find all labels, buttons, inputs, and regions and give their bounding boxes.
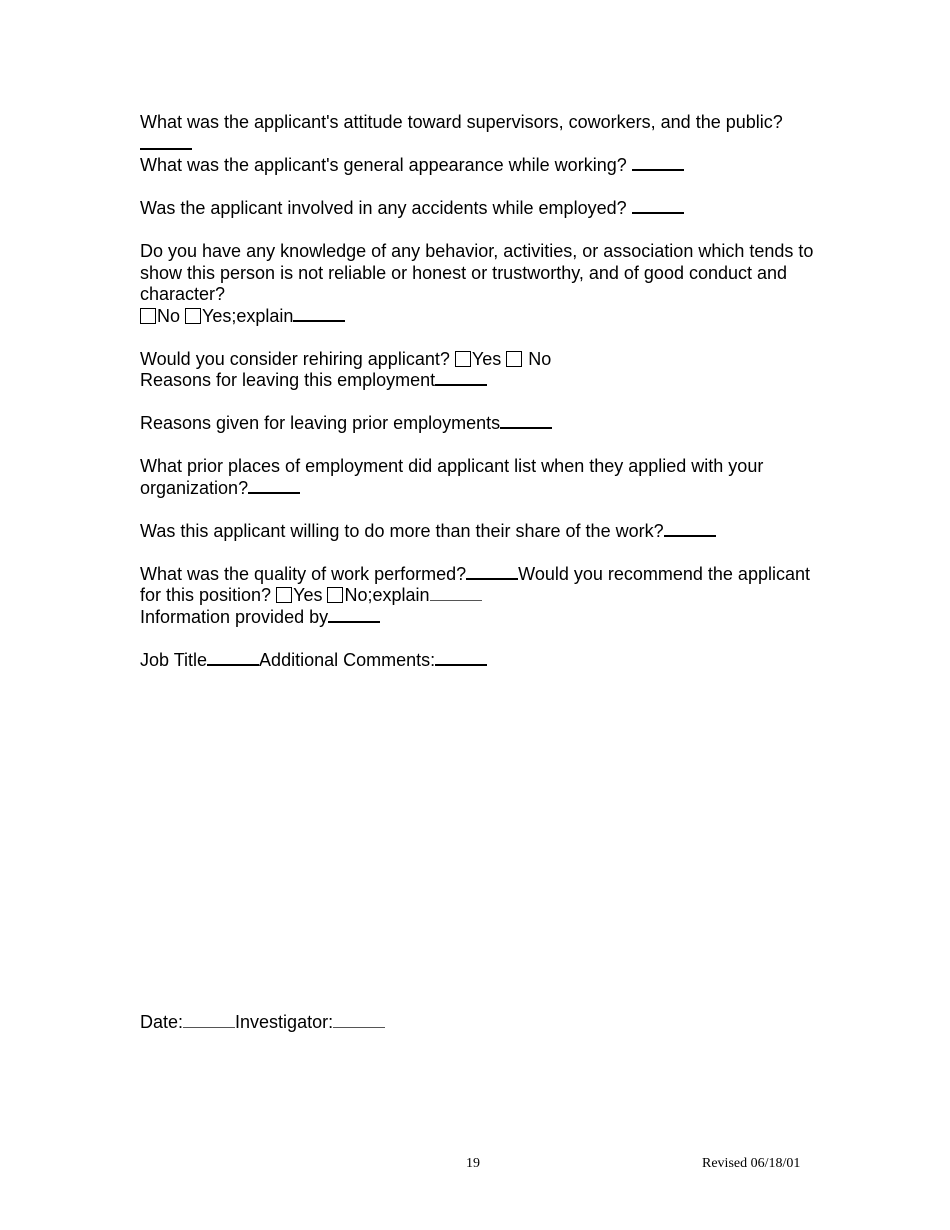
quality-label: What was the quality of work performed?	[140, 563, 467, 584]
reasons-prior-field[interactable]	[500, 413, 552, 429]
info-provided-label: Information provided by	[140, 606, 329, 627]
job-title-label: Job Title	[140, 649, 208, 670]
signature-row	[140, 1012, 385, 1034]
prior-places-label: What prior places of employment did applicant list when they applied with your organization?	[140, 456, 764, 498]
attitude-answer-field[interactable]	[140, 134, 192, 150]
rehire-label: Would you consider rehiring applicant?	[140, 348, 450, 369]
revision-date: Revised 06/18/01	[702, 1156, 801, 1171]
info-provided-field[interactable]	[328, 607, 380, 623]
reference-form	[140, 112, 820, 693]
reasons-leaving-label: Reasons for leaving this employment	[140, 370, 436, 390]
knowledge-question	[140, 241, 820, 327]
attitude-question	[140, 112, 820, 177]
reasons-prior-question	[140, 413, 820, 435]
accidents-question	[140, 198, 820, 220]
reasons-leaving-field[interactable]	[435, 370, 487, 386]
accidents-answer-field[interactable]	[632, 198, 684, 214]
rehire-yes-checkbox[interactable]	[455, 351, 471, 367]
date-field[interactable]	[183, 1013, 235, 1028]
recommend-no-label: No;explain	[344, 585, 430, 605]
knowledge-explain-field[interactable]	[293, 306, 345, 322]
page-number: 19	[466, 1156, 480, 1171]
willing-label: Was this applicant willing to do more than their share of the work?	[140, 520, 664, 541]
rehire-no-checkbox[interactable]	[506, 351, 522, 367]
recommend-label: Would you recommend the applicant for this position?	[140, 563, 810, 605]
investigator-field[interactable]	[333, 1013, 385, 1028]
quality-field[interactable]	[466, 564, 518, 580]
accidents-label: Was the applicant involved in any accidents while employed?	[140, 198, 627, 218]
investigator-label: Investigator:	[235, 1012, 334, 1032]
rehire-question	[140, 349, 820, 392]
date-label: Date:	[140, 1012, 184, 1032]
quality-question	[140, 564, 820, 629]
willing-field[interactable]	[664, 521, 716, 537]
appearance-answer-field[interactable]	[632, 155, 684, 171]
job-title-field[interactable]	[207, 650, 259, 666]
knowledge-yes-label: Yes;explain	[202, 305, 294, 326]
knowledge-no-checkbox[interactable]	[140, 308, 156, 324]
attitude-label: What was the applicant's attitude toward supervisors, coworkers, and the public?	[140, 112, 783, 132]
prior-places-question	[140, 456, 820, 499]
knowledge-label: Do you have any knowledge of any behavior, activities, or association which tends to show this person is not reliable or honest or trustworthy, and of good conduct and character?	[140, 241, 814, 304]
appearance-label: What was the applicant's general appearance while working?	[140, 155, 627, 175]
rehire-no-label: No	[528, 348, 552, 369]
job-title-row	[140, 650, 820, 672]
reasons-prior-label: Reasons given for leaving prior employments	[140, 413, 501, 433]
prior-places-field[interactable]	[248, 478, 300, 494]
knowledge-no-label: No	[157, 305, 181, 326]
comments-field[interactable]	[435, 650, 487, 666]
recommend-explain-field[interactable]	[430, 586, 482, 601]
willing-question	[140, 521, 820, 543]
comments-label: Additional Comments:	[259, 649, 436, 670]
recommend-yes-label: Yes	[293, 585, 323, 605]
recommend-no-checkbox[interactable]	[327, 587, 343, 603]
rehire-yes-label: Yes	[471, 348, 502, 369]
knowledge-yes-checkbox[interactable]	[185, 308, 201, 324]
recommend-yes-checkbox[interactable]	[276, 587, 292, 603]
